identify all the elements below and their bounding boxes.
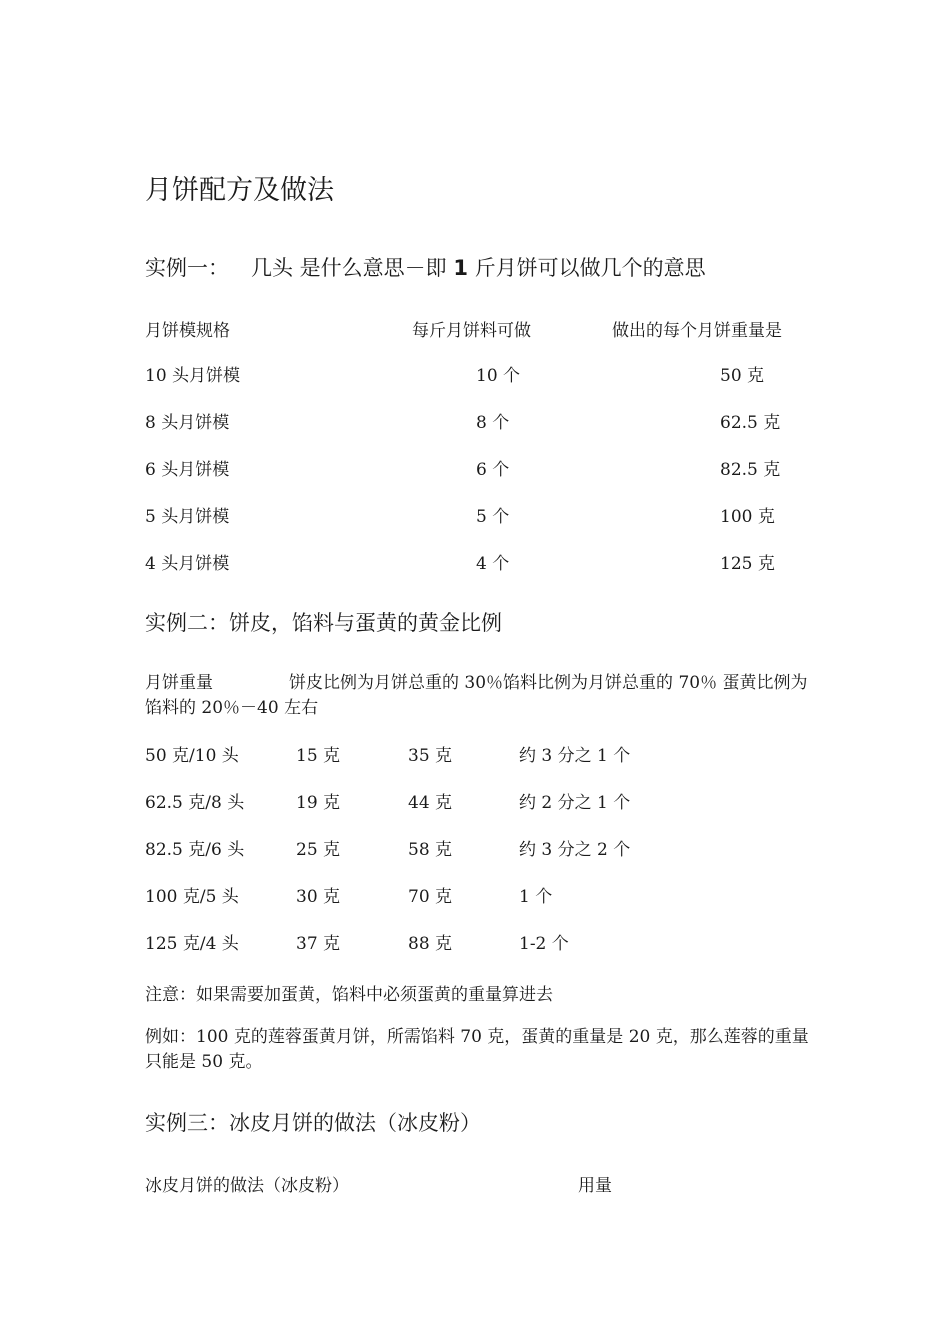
example2-row1-filling: 35 克: [408, 746, 453, 766]
example2-row1-yolk: 约 3 分之 1 个: [519, 746, 631, 766]
example1-row1-spec: 10 头月饼模: [145, 366, 241, 386]
example2-header-weight: 月饼重量: [145, 673, 213, 693]
example2-row1-weight: 50 克/10 头: [145, 746, 239, 766]
example2-row2-yolk: 约 2 分之 1 个: [519, 793, 631, 813]
example2-row2-weight: 62.5 克/8 头: [145, 793, 245, 813]
example2-row3-weight: 82.5 克/6 头: [145, 840, 245, 860]
example2-row2-filling: 44 克: [408, 793, 453, 813]
example1-row3-weight: 82.5 克: [720, 460, 781, 480]
example2-row5-crust: 37 克: [296, 934, 341, 954]
example2-row3-filling: 58 克: [408, 840, 453, 860]
example2-row1-crust: 15 克: [296, 746, 341, 766]
example2-row4-weight: 100 克/5 头: [145, 887, 239, 907]
example1-row1-weight: 50 克: [720, 366, 765, 386]
example1-row5-count: 4 个: [476, 554, 510, 574]
example1-row5-spec: 4 头月饼模: [145, 554, 230, 574]
example1-heading: [145, 252, 706, 282]
example2-row5-yolk: 1-2 个: [519, 934, 569, 954]
example2-row3-yolk: 约 3 分之 2 个: [519, 840, 631, 860]
page-title: 月饼配方及做法: [145, 175, 334, 206]
example2-row4-yolk: 1 个: [519, 887, 553, 907]
example1-heading-prefix: 实例一：: [145, 256, 229, 280]
example1-row1-count: 10 个: [476, 366, 521, 386]
example1-row2-weight: 62.5 克: [720, 413, 781, 433]
example3-heading: 实例三：冰皮月饼的做法（冰皮粉）: [145, 1111, 481, 1135]
example2-row4-crust: 30 克: [296, 887, 341, 907]
example1-col-header-spec: 月饼模规格: [145, 321, 230, 341]
example1-col-header-count: 每斤月饼料可做: [412, 321, 531, 341]
example1-row3-count: 6 个: [476, 460, 510, 480]
example1-row2-spec: 8 头月饼模: [145, 413, 230, 433]
example1-row5-weight: 125 克: [720, 554, 775, 574]
example1-row3-spec: 6 头月饼模: [145, 460, 230, 480]
example1-heading-bold: 1: [453, 256, 468, 280]
example1-row4-count: 5 个: [476, 507, 510, 527]
example1-row2-count: 8 个: [476, 413, 510, 433]
example1-row4-weight: 100 克: [720, 507, 775, 527]
example2-row5-filling: 88 克: [408, 934, 453, 954]
example2-header: [145, 671, 810, 721]
example1-row4-spec: 5 头月饼模: [145, 507, 230, 527]
example2-note: 注意：如果需要加蛋黄，馅料中必须蛋黄的重量算进去: [145, 985, 553, 1005]
example2-row5-weight: 125 克/4 头: [145, 934, 239, 954]
example3-col-header-amount: 用量: [578, 1176, 612, 1196]
example2-row3-crust: 25 克: [296, 840, 341, 860]
example2-example-text: 例如：100 克的莲蓉蛋黄月饼，所需馅料 70 克，蛋黄的重量是 20 克，那么莲蓉的重量只能是 50 克。: [145, 1027, 809, 1072]
example1-col-header-weight: 做出的每个月饼重量是: [612, 321, 782, 341]
example2-row2-crust: 19 克: [296, 793, 341, 813]
example2-heading: 实例二：饼皮，馅料与蛋黄的黄金比例: [145, 611, 502, 635]
example1-heading-part2: 斤月饼可以做几个的意思: [467, 256, 706, 280]
example2-row4-filling: 70 克: [408, 887, 453, 907]
example2-header-ratios: 饼皮比例为月饼总重的 30％馅料比例为月饼总重的 70％ 蛋黄比例为馅料的 20％－40 左右: [145, 673, 808, 718]
example3-col-header-method: 冰皮月饼的做法（冰皮粉）: [145, 1176, 349, 1196]
example1-heading-part1: 几头 是什么意思－即: [251, 256, 454, 280]
